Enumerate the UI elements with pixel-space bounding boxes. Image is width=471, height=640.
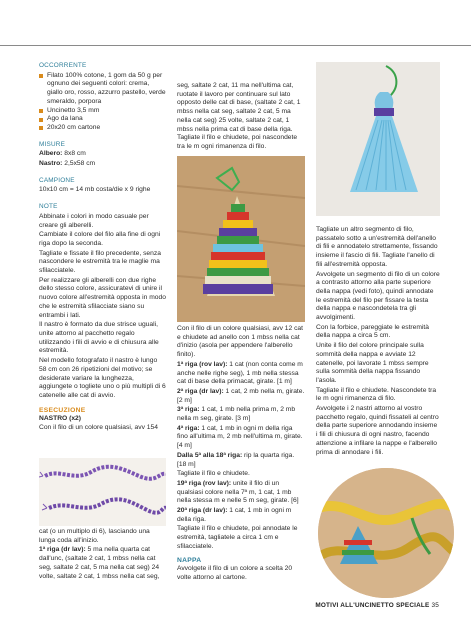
ribbon-photo — [39, 458, 166, 526]
albero-row: 4ª riga: 1 cat, 1 mb in ogni m della riga fino all'ultima m, 2 mb nell'ultima m, girate. [4 m] — [177, 424, 303, 450]
tassel-paragraph: Tagliate un altro segmento di filo, passatelo sotto a un'estremità dell'anello di fili e annodatelo strettamente, fissando insieme il fascio di fili. Tagliate l'anello di fili all'estremità opposta. — [316, 226, 438, 268]
material-item: Uncinetto 3,5 mm — [39, 107, 166, 116]
note-paragraph: Tagliate e fissate il filo precedente, senza nascondere le estremità tra le maglie ma sfilacciatele. — [39, 249, 161, 275]
tassel-paragraph: Avvolgete un segmento di filo di un colore a contrasto attorno alla parte superiore della nappa (vedi foto), quindi annodate le estremità del filo per fissare la testa della nappa e nascondetela tra gli avvolgimenti. — [316, 270, 440, 322]
circle-photo — [318, 468, 454, 598]
albero-row: 2ª riga (dr lav): 1 cat, 2 mb nella m, girate. [2 m] — [177, 387, 305, 404]
sample-text: 10x10 cm = 14 mb costa/die x 9 righe — [39, 186, 151, 194]
tassel-photo — [316, 62, 440, 216]
nastro-continuation: cat (o un multiplo di 6), lasciando una lunga coda all'inizio. — [39, 528, 150, 544]
note-paragraph: Cambiate il colore del filo alla fine di ogni riga dopo la seconda. — [39, 231, 161, 247]
column-middle — [177, 82, 305, 165]
size-nastro: Nastro: 2,5x58 cm — [39, 160, 96, 168]
albero-row: Tagliate il filo e chiudete. — [177, 470, 250, 478]
material-item: 20x20 cm cartone — [39, 124, 166, 133]
tassel-paragraph: Unite il filo del colore principale sulla sommità della nappa e avviate 12 catenelle, poi lavorate 1 mbss sempre sulla sommità della nappa fissando l'asola. — [316, 342, 429, 384]
bullet-square-icon — [39, 74, 43, 78]
nappa-heading: NAPPA — [177, 556, 202, 564]
crochet-tree-image — [177, 156, 305, 322]
albero-row: 3ª riga: 1 cat, 1 mb nella prima m, 2 mb nella m seg, girate. [3 m] — [177, 406, 296, 423]
albero-row: 1ª riga (rov lav): 1 cat (non conta come m anche nelle righe seg), 1 mb nella stessa cat di base della primacat, girate. [1 m] — [177, 360, 303, 386]
header-rule — [0, 45, 471, 46]
tassel-paragraph: Avvolgete i 2 nastri attorno al vostro pacchetto regalo, quindi fissateli al centro della parte superiore annodando insieme i fili di chiusura di ogni nastro, facendo attenzione a infilare la nappe e l'alberello prima di annodare i fili. — [316, 405, 439, 456]
tassel-paragraph: Con la forbice, pareggiate le estremità della nappa a circa 5 cm. — [316, 323, 430, 340]
note-paragraph: Abbinate i colori in modo casuale per creare gli alberelli. — [39, 212, 149, 229]
column-right — [316, 226, 440, 458]
material-item: Ago da lana — [39, 115, 166, 124]
materials-heading: OCCORRENTE — [39, 62, 87, 69]
note-paragraph: Per realizzare gli alberelli con due righe dello stesso colore, assicuratevi di unire il nuovo colore all'estremità opposta in modo che le estremità sfilacciate siano su entrambi i lati. — [39, 276, 166, 319]
ribbon-closeup-image — [318, 468, 454, 598]
nappa-text: Avvolgete il filo di un colore a scelta 20 volte attorno al cartone. — [177, 565, 293, 581]
nastro-closing: seg, saltate 2 cat, 11 ma nell'ultima cat, ruotate il lavoro per continuare sul lato opposto delle cat di base, (saltate 2 cat, 1 mbss nella cat seg, saltate 2 cat, 5 ma nella cat seg) 25 volte, saltate 2 cat, 1 mbss nella prima cat di base della riga. Tagliate il filo e chiudete, poi nascondete tra le m ogni rimanenza di filo. — [177, 82, 301, 150]
tassel-paragraph: Tagliate il filo e chiudete. Nascondete tra le m ogni rimanenza di filo. — [316, 386, 437, 403]
page-footer: MOTIVI ALL'UNCINETTO SPECIALE 35 — [315, 602, 439, 609]
size-albero: Albero: 8x8 cm — [39, 150, 86, 158]
sample-heading: CAMPIONE — [39, 176, 75, 184]
crochet-ribbon-image — [39, 458, 166, 526]
page-number: 35 — [431, 602, 439, 609]
bullet-square-icon — [39, 109, 43, 113]
bullet-square-icon — [39, 118, 43, 122]
nastro-row-1: 1ª riga (dr lav): 5 ma nella quarta cat dall'unc, (saltate 2 cat, 1 mbss nella cat seg, saltate 2 cat, 5 ma nella cat seg) 24 volte, saltate 2 cat, 1 mbss nella cat seg, — [39, 546, 160, 580]
albero-intro: Con il filo di un colore qualsiasi, avv 12 cat e chiudete ad anello con 1 mbss nella cat d'inizio (asola per appendere l'alberello finito). — [177, 325, 304, 359]
nastro-heading: NASTRO (x2) — [39, 415, 81, 423]
note-heading: NOTE — [39, 203, 58, 211]
tree-photo — [177, 156, 305, 322]
column-middle-bottom — [177, 325, 305, 584]
albero-row: 19ª riga (rov lav): unite il filo di un qualsiasi colore nella 7ª m, 1 cat, 1 mb nella stessa m e nelle 5 m seg, girate. [6] — [177, 479, 299, 505]
albero-row: 20ª riga (dr lav): 1 cat, 1 mb in ogni m della riga. — [177, 507, 292, 523]
albero-closing: Tagliate il filo e chiudete, poi annodate le estremità, tagliatele a circa 1 cm e sfilacciatele. — [177, 525, 298, 550]
note-paragraph: Nel modello fotografato il nastro è lungo 58 cm con 26 ripetizioni del motivo; se desiderate variare la lunghezza, aggiungete o togliete uno o più multipli di 6 catenelle alle cat di avvio. — [39, 357, 166, 399]
tassel-image — [316, 62, 440, 216]
albero-row: Dalla 5ª alla 18ª riga: rip la quarta riga. [18 m] — [177, 451, 295, 468]
note-paragraph: Il nastro è formato da due strisce uguali, unite attorno al pacchetto regalo utilizzando i fili di avvio e di chiusura alle estremità. — [39, 321, 159, 355]
column-left-bottom — [39, 528, 166, 582]
material-item: Filato 100% cotone, 1 gom da 50 g per ognuno dei seguenti colori: crema, giallo oro, rosso, azzurro pastello, verde smeraldo, porpora — [39, 72, 166, 107]
nastro-intro: Con il filo di un colore qualsiasi, avv 154 — [39, 424, 158, 432]
column-left — [39, 62, 166, 434]
execution-heading: ESECUZIONE — [39, 406, 86, 414]
bullet-square-icon — [39, 126, 43, 130]
sizes-heading: MISURE — [39, 140, 66, 148]
